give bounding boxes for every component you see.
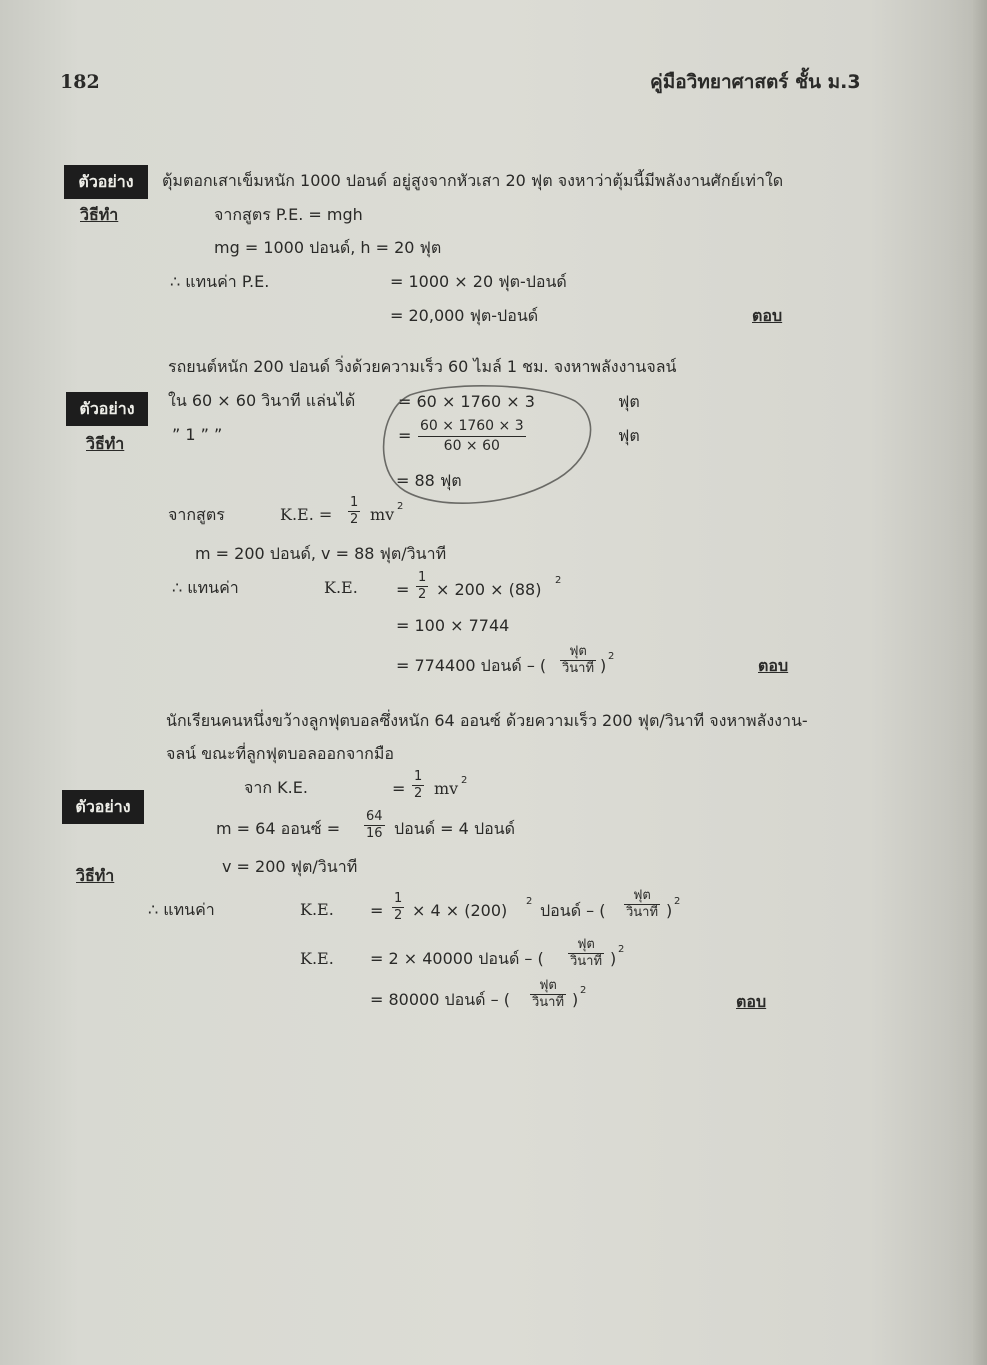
answer-label: ตอบ xyxy=(758,656,789,675)
book-title: คู่มือวิทยาศาสตร์ ชั้น ม.3 xyxy=(650,71,861,93)
fraction-denominator: วินาที xyxy=(532,995,565,1010)
solution-label: วิธีทำ xyxy=(86,434,125,453)
equation-step: = 80000 ปอนด์ – ( xyxy=(370,990,510,1009)
formula-line: จากสูตร P.E. = mgh xyxy=(214,205,363,224)
answer-label: ตอบ xyxy=(752,306,783,325)
problem-text: จลน์ ขณะที่ลูกฟุตบอลออกจากมือ xyxy=(166,744,395,763)
mv-term: mv xyxy=(434,779,459,798)
fraction-numerator: 1 xyxy=(394,891,403,906)
problem-text: รถยนต์หนัก 200 ปอนด์ วิ่งด้วยความเร็ว 60 ไมล์ 1 ชม. จงหาพลังงานจลน์ xyxy=(168,357,677,376)
fraction-denominator: 2 xyxy=(394,908,403,923)
unit-fraction xyxy=(624,889,660,920)
ounce-fraction xyxy=(364,810,385,841)
equals-sign: = xyxy=(370,901,384,920)
velocity-line: v = 200 ฟุต/วินาที xyxy=(222,857,358,876)
fraction-denominator: 2 xyxy=(414,786,423,801)
equation-step: = 20,000 ฟุต-ปอนด์ xyxy=(390,306,539,325)
problem-text: นักเรียนคนหนึ่งขว้างลูกฟุตบอลซึ่งหนัก 64 ออนซ์ ด้วยความเร็ว 200 ฟุต/วินาที จงหาพลังงาน- xyxy=(166,711,808,730)
example-badge: ตัวอย่าง xyxy=(62,790,144,824)
half-fraction xyxy=(416,571,428,602)
exponent: 2 xyxy=(618,944,625,955)
exponent: 2 xyxy=(461,775,468,786)
answer-label: ตอบ xyxy=(736,992,767,1011)
equation-step: = 2 × 40000 ปอนด์ – ( xyxy=(370,949,544,968)
page-edge xyxy=(973,0,987,1365)
equation-step: = 1000 × 20 ฟุต-ปอนด์ xyxy=(390,272,567,291)
mass-conversion: ปอนด์ = 4 ปอนด์ xyxy=(394,819,516,838)
fraction-denominator: วินาที xyxy=(570,954,603,969)
solution-label: วิธีทำ xyxy=(76,866,115,885)
distance-value: = 60 × 1760 × 3 xyxy=(398,392,535,411)
fraction-numerator: 1 xyxy=(418,570,427,585)
fraction-numerator: ฟุต xyxy=(577,937,595,952)
formula-label: จากสูตร xyxy=(168,505,225,524)
example-badge: ตัวอย่าง xyxy=(64,165,148,199)
equals-sign: = xyxy=(398,426,412,445)
fraction-numerator: ฟุต xyxy=(569,644,587,659)
fraction-numerator: ฟุต xyxy=(633,888,651,903)
unit-label: ฟุต xyxy=(618,392,640,411)
half-fraction xyxy=(392,892,404,923)
exponent: 2 xyxy=(674,896,681,907)
equation-step: × 4 × (200) xyxy=(412,901,508,920)
fraction-denominator: 2 xyxy=(418,587,427,602)
substitute-label: ∴ แทนค่า P.E. xyxy=(170,272,270,291)
from-ke-label: จาก K.E. xyxy=(244,778,308,797)
given-line: mg = 1000 ปอนด์, h = 20 ฟุต xyxy=(214,238,442,257)
fraction-denominator: วินาที xyxy=(626,905,659,920)
unit-label: ฟุต xyxy=(618,426,640,445)
ke-formula: K.E. = xyxy=(280,505,333,524)
unit-fraction xyxy=(560,645,596,676)
mv-term: mv xyxy=(370,505,395,524)
substitute-label: ∴ แทนค่า xyxy=(172,578,239,597)
distance-fraction xyxy=(418,418,526,455)
ditto-marks: ” 1 ” ” xyxy=(172,425,223,444)
equals-sign: = xyxy=(396,580,410,599)
ke-term: K.E. xyxy=(324,578,358,597)
unit-text: ปอนด์ – ( xyxy=(540,901,606,920)
example-badge: ตัวอย่าง xyxy=(66,392,148,426)
equation-step: = 100 × 7744 xyxy=(396,616,510,635)
fraction-numerator: ฟุต xyxy=(539,978,557,993)
equation-step: × 200 × (88) xyxy=(436,580,542,599)
unit-fraction xyxy=(568,938,604,969)
paren-close: ) xyxy=(666,901,673,920)
paren-close: ) xyxy=(572,990,579,1009)
ke-term: K.E. xyxy=(300,949,334,968)
solution-label: วิธีทำ xyxy=(80,205,119,224)
unit-fraction xyxy=(530,979,566,1010)
velocity-result: = 88 ฟุต xyxy=(396,471,462,490)
fraction-numerator: 1 xyxy=(414,769,423,784)
fraction-denominator: 2 xyxy=(350,512,359,527)
half-fraction xyxy=(348,496,360,527)
equation-step: = 774400 ปอนด์ – ( xyxy=(396,656,547,675)
exponent: 2 xyxy=(608,651,615,662)
mass-conversion: m = 64 ออนซ์ = xyxy=(216,819,341,838)
exponent: 2 xyxy=(580,985,587,996)
exponent: 2 xyxy=(526,896,533,907)
exponent: 2 xyxy=(555,575,562,586)
paren-close: ) xyxy=(600,656,607,675)
fraction-numerator: 1 xyxy=(350,495,359,510)
substitute-label: ∴ แทนค่า xyxy=(148,900,215,919)
exponent: 2 xyxy=(397,501,404,512)
ke-term: K.E. xyxy=(300,900,334,919)
paren-close: ) xyxy=(610,949,617,968)
page-number: 182 xyxy=(60,71,100,93)
fraction-denominator: วินาที xyxy=(562,661,595,676)
fraction-numerator: 60 × 1760 × 3 xyxy=(420,418,524,434)
fraction-denominator: 60 × 60 xyxy=(443,438,500,454)
fraction-bar xyxy=(418,436,526,437)
fraction-numerator: 64 xyxy=(366,809,383,824)
distance-row-label: ใน 60 × 60 วินาที แล่นได้ xyxy=(168,391,356,410)
fraction-denominator: 16 xyxy=(366,826,383,841)
problem-text: ตุ้มตอกเสาเข็มหนัก 1000 ปอนด์ อยู่สูงจากหัวเสา 20 ฟุต จงหาว่าตุ้มนี้มีพลังงานศักย์เท่าใด xyxy=(162,171,784,190)
given-line: m = 200 ปอนด์, v = 88 ฟุต/วินาที xyxy=(195,544,447,563)
equals-sign: = xyxy=(392,779,406,798)
half-fraction xyxy=(412,770,424,801)
